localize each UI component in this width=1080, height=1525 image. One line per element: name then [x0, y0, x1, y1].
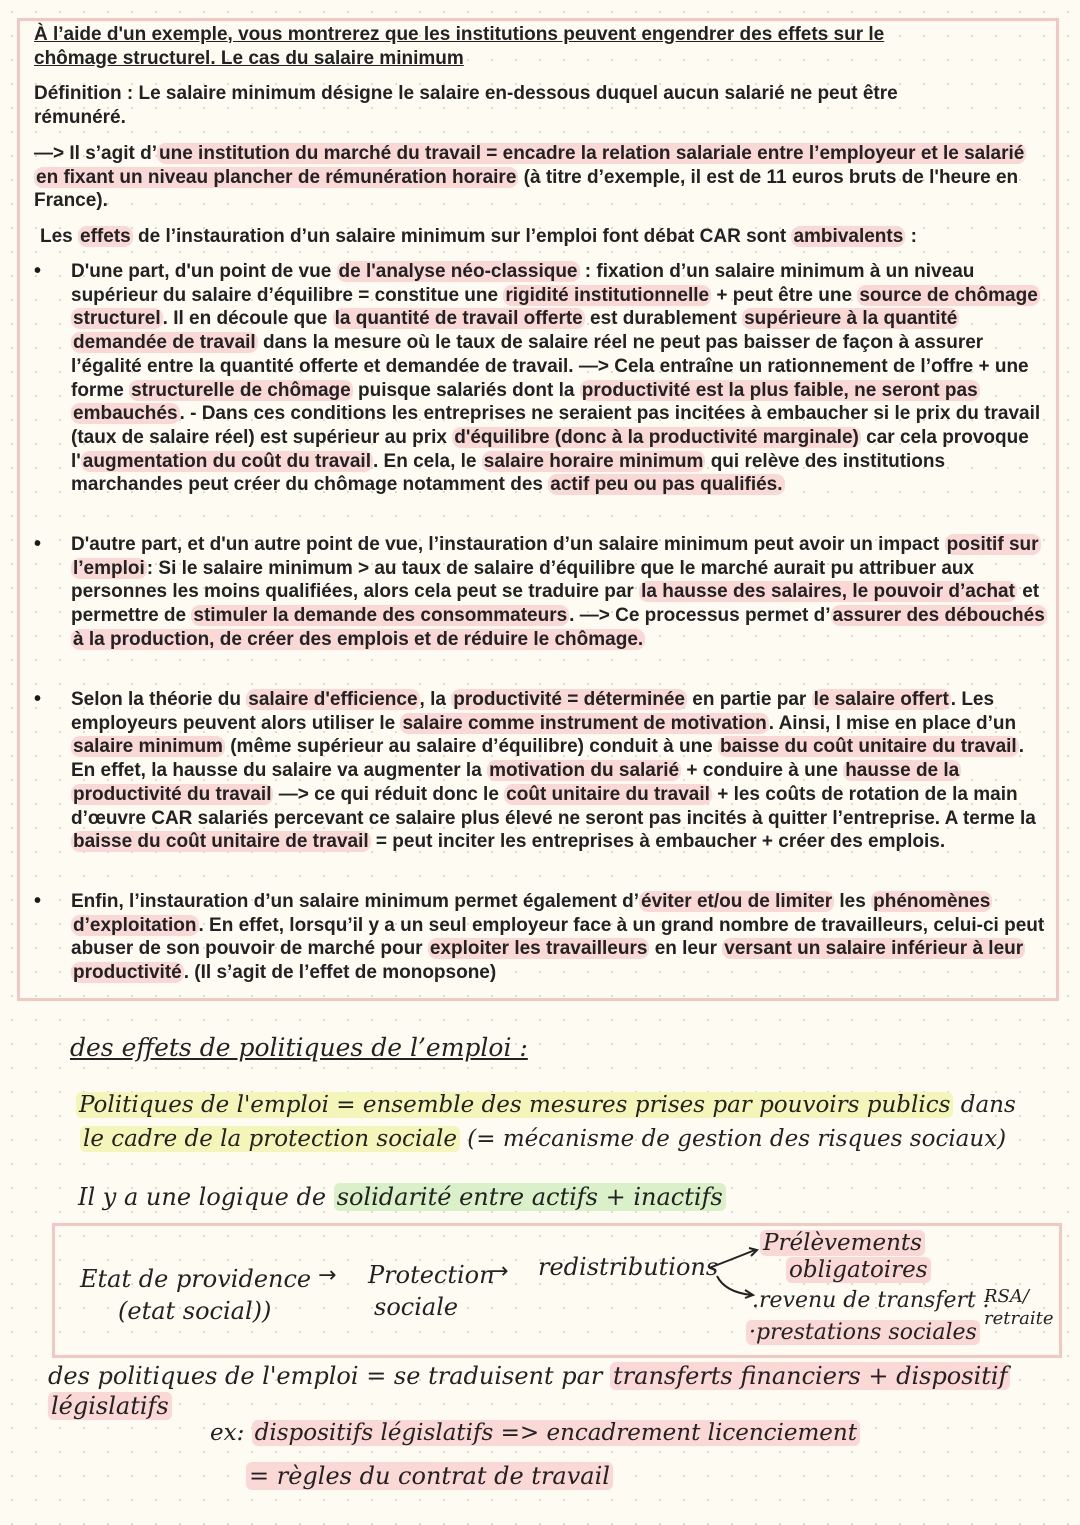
- handwritten-heading: des effets de politiques de l’emploi :: [70, 1033, 528, 1062]
- bullet-positive-effect: D'autre part, et d'un autre point de vue, l’instauration d’un salaire minimum peut avoir un impact positif sur l’emploi : Si le salaire minimum > au taux de salaire d’équilibre que le marché aurait pu attribuer aux personnes les moins qualifiées, alors cela peut se traduire par la hausse des salaires, le pouvoir d’achat et permettre de stimuler la demande des consommateurs . —> Ce processus permet d’ assurer des débouchés à la production, de créer des emplois et de réduire le chômage.: [71, 534, 1045, 650]
- definition: Définition : Le salaire minimum désigne le salaire en-dessous duquel aucun salarié ne peut être rémunéré.: [34, 83, 898, 128]
- rules-line: = règles du contrat de travail: [246, 1462, 613, 1490]
- section-title: À l’aide d'un exemple, vous montrerez que les institutions peuvent engendrer des effets sur le chômage structurel. Le cas du salaire minimum: [34, 24, 885, 69]
- policies-translation-cont: législatifs: [48, 1392, 172, 1420]
- effects-intro: Les effets de l’instauration d’un salaire minimum sur l’emploi font débat CAR sont ambivalents :: [40, 226, 917, 247]
- highlight: une institution du marché du travail = encadre la relation salariale entre l’employeur et le salarié en fixant un niveau plancher de rémunération horaire: [36, 143, 1025, 188]
- diagram-branch-note: RSA/ retraite: [984, 1286, 1054, 1329]
- bullet-dot: •: [34, 533, 42, 555]
- example-line: ex: dispositifs législatifs => encadrement licenciement: [210, 1420, 860, 1446]
- diagram-node-welfare-state: Etat de providence (etat social)): [80, 1265, 312, 1325]
- diagram-branch-transfer-income: .revenu de transfert :: [752, 1288, 991, 1313]
- solidarity-logic: Il y a une logique de solidarité entre actifs + inactifs: [78, 1183, 726, 1211]
- arrow-icon: →: [490, 1259, 509, 1284]
- bullet-neoclassical: D'une part, d'un point de vue de l'analyse néo-classique : fixation d’un salaire minimum à un niveau supérieur du salaire d’équilibre = constitue une rigidité institutionnelle + peut être une source de chômage structurel . Il en découle que la quantité de travail offerte est durablement supérieure à la quantité demandée de travail dans la mesure où le taux de salaire réel ne peut pas baisser de façon à assurer l’égalité entre la quantité offerte et demandée de travail. —> Cela entraîne un rationnement de l’offre + une forme structurelle de chômage puisque salariés dont la productivité est la plus faible, ne seront pas embauchés . - Dans ces conditions les entreprises ne seraient pas incitées à embaucher si le prix du travail (taux de salaire réel) est supérieur au prix d'équilibre (donc à la productivité marginale) car cela provoque l' augmentation du coût du travail . En cela, le salaire horaire minimum qui relève des institutions marchandes peut créer du chômage notamment des actif peu ou pas qualifiés.: [71, 261, 1041, 496]
- diagram-branch-levies: Prélèvements obligatoires: [760, 1230, 931, 1284]
- arrow-icon: →: [318, 1263, 337, 1288]
- policies-translation: des politiques de l'emploi = se traduisent par transferts financiers + dispositif: [48, 1362, 1010, 1390]
- bullet-monopsony: Enfin, l’instauration d’un salaire minimum permet également d’ éviter et/ou de limiter les phénomènes d’exploitation . En effet, lorsqu’il y a un seul employeur face à un grand nombre de travailleurs, celui-ci peut abuser de son pouvoir de marché pour exploiter les travailleurs en leur versant un salaire inférieur à leur productivité . (Il s’agit de l’effet de monopsone): [71, 891, 1045, 984]
- diagram-node-social-protection: Protection sociale: [368, 1261, 495, 1321]
- diagram-node-redistributions: redistributions: [538, 1253, 719, 1281]
- bullet-dot: •: [34, 260, 42, 282]
- social-protection-line: le cadre de la protection sociale (= mécanisme de gestion des risques sociaux): [80, 1126, 1006, 1152]
- bullet-dot: •: [34, 688, 42, 710]
- institution-paragraph: —> Il s’agit d’ une institution du marché du travail = encadre la relation salariale entre l’employeur et le salarié en fixant un niveau plancher de rémunération horaire (à titre d’exemple, il est de 11 euros bruts de l'heure en France).: [34, 143, 1025, 212]
- employment-policy-definition: Politiques de l'emploi = ensemble des mesures prises par pouvoirs publics dans: [76, 1092, 1016, 1118]
- diagram-branch-benefits: ·prestations sociales: [746, 1320, 980, 1345]
- bullet-efficiency-wage: Selon la théorie du salaire d'efficience , la productivité = déterminée en partie par le salaire offert . Les employeurs peuvent alors utiliser le salaire comme instrument de motivation . Ainsi, l mise en place d’un salaire minimum (même supérieur au salaire d’équilibre) conduit à une baisse du coût unitaire du travail . En effet, la hausse du salaire va augmenter la motivation du salarié + conduire à une hausse de la productivité du travail —> ce qui réduit donc le coût unitaire du travail + les coûts de rotation de la main d’œuvre CAR salariés percevant ce salaire plus élevé ne seront pas incités à quitter l’entreprise. A terme la baisse du coût unitaire de travail = peut inciter les entreprises à embaucher + créer des emplois.: [71, 689, 1036, 853]
- bullet-dot: •: [34, 890, 42, 912]
